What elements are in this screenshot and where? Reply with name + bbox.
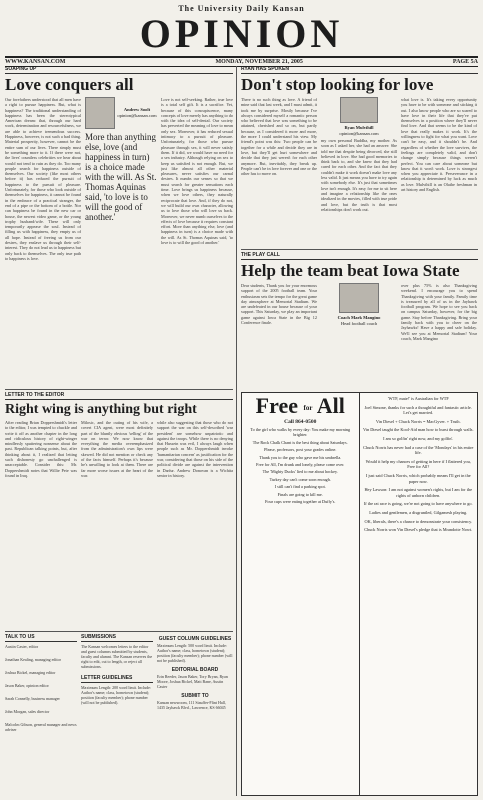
column-tag: THE PLAY CALL bbox=[241, 252, 478, 260]
free-for-all-box bbox=[241, 392, 478, 796]
ffa-entry: Would it help my chances of getting in here if I flattered you, Free for All? bbox=[365, 458, 471, 470]
section-title: OPINION bbox=[139, 11, 344, 56]
guidelines-heading: LETTER GUIDELINES bbox=[81, 675, 153, 683]
ffa-entry: 'WTF, mate!' is Australian for WTF bbox=[387, 396, 449, 401]
title-all: All bbox=[316, 393, 345, 418]
contact-entry: Jonathan Kealing, managing editor bbox=[5, 657, 61, 662]
guest-heading: GUEST COLUMN GUIDELINES bbox=[158, 636, 232, 642]
paper-name: The University Daily Kansan bbox=[178, 4, 305, 13]
ffa-entry: Chuck Norris won Vin Diesel's pledge that is Mrandotte Nowt. bbox=[364, 527, 473, 533]
author-info: Head football coach bbox=[340, 320, 378, 326]
call-number[interactable]: Call 864-0500 bbox=[284, 418, 317, 425]
column-body: After reading Brian Doppershmidt's letter to the editor, I was tempted to chuckle and write it off as another chapter in the long and ridiculous history of right-winger mindlessly sputtering nonsense about the past. Republican talking points, but, after thinking about it, I realized that letting such dishonesty go unchallenged is unacceptable. Consider this: Mr. Doppershmidt notes that Willie Pete was found in Iraq. bbox=[5, 420, 77, 478]
author-name: Ryan Mulvihill bbox=[344, 125, 374, 130]
submit-body: Kansan newsroom, 111 Stauffer-Flint Hall, 1435 Jayhawk Blvd., Lawrence, KS 66045 bbox=[157, 700, 226, 710]
submit-heading: SUBMIT TO bbox=[181, 693, 209, 699]
ffa-entry: I still can't find a parking spot. bbox=[274, 484, 326, 490]
ryan-column bbox=[241, 66, 478, 248]
ffa-entry: Four cups were eating together at Duffy's. bbox=[265, 499, 336, 505]
guest-column-info bbox=[157, 634, 233, 796]
title-free: Free bbox=[255, 393, 298, 418]
newspaper-page bbox=[5, 4, 478, 796]
ffa-entry: Vin Diesel + Chuck Norris = MacGyver. + Truth. bbox=[375, 418, 461, 424]
column-headline: Help the team beat Iowa State bbox=[241, 261, 460, 280]
contact-entry: Joshua Bickel, managing editor bbox=[5, 670, 56, 675]
submissions-body: The Kansan welcomes letters to the editor and guest columns submitted by students, faculty and alumni. The Kansan reserves the right to edit, cut to length, or reject all submissions. bbox=[81, 644, 153, 669]
section-divider bbox=[5, 631, 233, 632]
ffa-entry: Hey Lawson: I am not against women's rights, but I am for the rights of unborn children. bbox=[364, 487, 473, 498]
column-tag: SOAPING UP bbox=[5, 66, 233, 74]
talk-to-us bbox=[5, 634, 77, 796]
page-number: PAGE 5A bbox=[452, 59, 478, 65]
pullquote: More than anything else, love (and happiness in turn) is a choice made with the will. As St. Thomas Aquinas said, 'to love is to will the good of another.' bbox=[85, 132, 157, 222]
ffa-entry: Ladies and gentlemen, a disgruntled, Gilgamesh playing. bbox=[369, 509, 468, 515]
contact-entry: Jason Baker, opinion editor bbox=[5, 683, 49, 688]
ffa-entry: The 'Mighty Ducks' lied to me about hockey. bbox=[262, 469, 338, 475]
love-column bbox=[5, 66, 233, 388]
guest-body: Maximum Length: 500 word limit. Include: Author's name; class, hometown (student); position (faculty member); phone number (will not be published). bbox=[157, 643, 233, 663]
ffa-entry: Free for All, I'm drunk and lonely, please come over. bbox=[256, 461, 345, 467]
column-body: There is no such thing as love. A friend of mine said that last week, and I must admit, it took me by surprise. Mostly because I've always considered myself a romantic person who believed that love was something to be attained, cherished and so on, but partly because, as I considered it more and more, the more I could understand his view. My friend's point was this: Two people can be together for a while and decide they are in love, but they'll get hurt somewhere and decide that they just weren't for each other anymore. But, inevitably, they break up. People can't be in love forever and one or the other has to move on. bbox=[241, 97, 317, 177]
author-name: Andrew Soolt bbox=[123, 107, 151, 112]
column-body-mid: Milosic, and the outing of his wife, a covert CIA agent, were most definitely part of the bluntly obvious 'selling' of the war on terror. We now know that everything the media overemphasized from the administration's own lips were skewed. He did not mention or check any of the facts himself. Perhaps it's because he's unwilling to look at them. There are far more worse issues at the heart of the war. bbox=[81, 420, 153, 478]
ffa-entry: If the rat race is going, we're not going to have anywhere to go. bbox=[363, 501, 473, 507]
column-body-right: over plus 75% is also Thanksgiving weekend. I encourage you to spend Thanksgiving with your family. Family time is treasured by all of us in the Jayhawk football program. We hope to see you back on campus Saturday, however, for the big game. Stay before Thanksgiving. Bring your family back with you to cheer on the Jayhawks! Have a happy and safe holiday. We'll see you at Memorial Stadium! Your coach, Mark Mangino bbox=[401, 283, 477, 341]
play-call-column bbox=[241, 252, 478, 388]
title-for: for bbox=[303, 403, 313, 412]
column-headline: Right wing is anything but right bbox=[5, 402, 197, 417]
ffa-entry: Chuck Norris has never had a case of the 'Mondays' in his entire life. bbox=[363, 444, 474, 456]
ffa-entry: To the girl who walks by every day: You make my morning brighter. bbox=[250, 426, 351, 438]
column-body-right: what love is. It's taking every opportunity you have to be with someone and sticking it out. I also know people who are so scared to have love in their life that they've put themselves in a position where they'll never find love. And that seems to be the kind of love that really makes it work. It's the willingness to fight for what you want. Love can't be easy, and it shouldn't be. And regardless of whether the love survives, the feelings are completely valid, and don't change simply because things weren't perfect. You can care about someone but know that it won't work. Love is strongest when you appreciate it. Perseverance in a relationship is determined by luck as much as love. Mulvihill is an Olathe freshman in art history and English. bbox=[401, 97, 477, 193]
column-divider bbox=[236, 66, 237, 796]
contact-entry: John Morgan, sales director bbox=[5, 709, 50, 714]
author-name: Coach Mark Mangino bbox=[337, 315, 381, 320]
ffa-entry: Thank you to the guy who gave me his umbrella. bbox=[259, 454, 342, 460]
author-info: opinion@kansan.com bbox=[117, 112, 157, 118]
ffa-entry: I just said Chuck Norris, which probably means I'll get in the paper now. bbox=[365, 472, 471, 484]
author-info: opinion@kansan.com bbox=[339, 130, 379, 136]
ffa-entry: Vin Diesel taught the Kool-Aid man how to burst through walls. bbox=[362, 427, 474, 433]
talk-heading: TALK TO US bbox=[5, 634, 77, 642]
column-headline: Love conquers all bbox=[5, 75, 134, 94]
date: MONDAY, NOVEMBER 21, 2005 bbox=[215, 59, 303, 65]
section-divider bbox=[5, 389, 233, 390]
column-body-right: Love is not self-seeking. Rather, true love is a total self gift. It is a sacrifice. Yet, because of this concupiscence, many concepts of love merely has anything to do with the idea of self-denial. Our society has perverted the meaning of love to mean only sex. Moreover, it has reduced sexual intimacy to a pursuit of pleasure. Unfortunately, for those who pursue pleasure through sex, it will never satisfy them. If it did, we would have no need for a sex industry. Although relying on sex to keep us satisfied is not enough. But, we just like almost all other material pleasures, never satisfies our carnal desires. It numbs our senses so that we must search for greater sensations each time. Love brings us happiness because, when we love others, they naturally reciprocate that love. And, if they do not, we will build our own character, allowing us to love those who will love us back. Moreover, we never numb ourselves to the effects of love because it requires constant effort. More than anything else, love (and happiness in turn) is a choice made with the will. As St. Thomas Aquinas said, 'to love is to will the good of another.' bbox=[161, 97, 233, 246]
board-heading: EDITORIAL BOARD bbox=[171, 667, 219, 673]
column-body: Our forefathers understood that all men have a right to pursue happiness. But, what is happiness? The traditional understanding of happiness has been the stereotypical American dream: that, through our hard work, determination and resourcefulness, we are able to achieve tremendous success. Happiness, however, is not such a bad thing. Material prosperity, however, cannot be the entire sum of our lives. There simply must be something more to it. If there were not, the lives' countless celebrities we hear about would not tend to ruin as they do. Too many people search for happiness outside of themselves. Our society (like most others before it) has reduced the pursuit of happiness to the pursuit of pleasure. Unfortunately, for those who look outside of themselves for happiness, it cannot be found in the embrace of a practical stranger, the end of a pipe or the bottom of a bottle. Nor can happiness be found in the new car or house, the newest video game, or the young trophy husband/wife. These will only temporarily appease the soul. Instead of filling us with happiness, they empty us of all hope. Instead of freeing us from our desires, they enslave us through their self-interest. They do not lead us to happiness but only back to themselves. The only true path to happiness is love. bbox=[5, 97, 81, 261]
column-tag: LETTER TO THE EDITOR bbox=[5, 392, 233, 400]
column-body-right: while also suggesting that those who do not support the war on this self-described 'war president' are somehow unpatriotic and against the troops. While there is no denying that Hussein was evil, I always laugh when people such as Mr. Doppershmidt invoke 'humanitarian concern' as justification for the war, considering that those on his side of the political divide are against the intervention in Darfur. Andrew Donovan is a Wichita senior in history. bbox=[157, 420, 233, 478]
author-photo bbox=[85, 97, 115, 129]
contact-entry: Austin Caster, editor bbox=[5, 644, 39, 649]
board-body: Erin Reeder, Jason Baker, Tory Bryan, Ryan Moore, Joshua Bickel, Matt Bane, Austin Caster bbox=[157, 674, 228, 689]
ffa-entry: Turkey day can't come soon enough. bbox=[269, 476, 331, 482]
column-body-mid: my own personal Buddha, my mother. As soon as I asked her, she had an answer: She told me that despite being divorced, she still believed in love. She had good memories to think back to, and she knew that they had cared for each other. And the fact that they couldn't make it work doesn't make love any less valid. It just means you have to try again with somebody else. It's just that sometimes love isn't enough. It's easy for me to sit here and imagine a relationship like the ones idealized in the movies, filled with true pride and love, but the truth is that most relationships don't work out. bbox=[321, 138, 397, 212]
ffa-entry: OK, liberals, there's a chance to demonstrate your consistency. bbox=[364, 518, 473, 524]
section-divider bbox=[241, 249, 478, 250]
guidelines-body: Maximum Length: 200 word limit. Include: Author's name; class, hometown (student); position (faculty member); phone number (will not be published). bbox=[81, 685, 151, 705]
author-photo bbox=[340, 97, 378, 123]
submissions bbox=[81, 634, 153, 796]
letter-column bbox=[5, 392, 233, 630]
ffa-entry: Joel Simone, thanks for such a thoughtful and fantastic article. Let's get married. bbox=[364, 404, 472, 416]
column-headline: Don't stop looking for love bbox=[241, 75, 434, 94]
ffa-entry: Please, professors, post your grades online. bbox=[264, 447, 337, 453]
ffa-entry: The Rock Chalk Chant is the best thing about Saturdays. bbox=[252, 439, 348, 445]
contact-entry: Malcolm Gibson, general manager and news adviser bbox=[5, 722, 77, 732]
column-tag: RYAN HAS SPOKEN bbox=[241, 66, 478, 74]
website-link[interactable]: WWW.KANSAN.COM bbox=[5, 59, 66, 65]
contact-list bbox=[5, 644, 77, 732]
ffa-entry: Finals are going to kill me. bbox=[277, 491, 323, 497]
author-photo bbox=[339, 283, 379, 313]
column-body: Dear students, Thank you for your enormous support of the 2005 football team. Your enthusiasm sets the tempo for the great game day atmosphere at Memorial Stadium. We are undefeated in our house because of your support. This Saturday, we play an important game against Iowa State in the Big 12 Conference finale. bbox=[241, 283, 317, 326]
free-for-all-title bbox=[242, 395, 359, 419]
contact-entry: Sarah Connelly, business manager bbox=[5, 696, 60, 701]
submissions-heading: SUBMISSIONS bbox=[81, 634, 153, 642]
ffa-entry: I am so golfin' right now, and my golfin'. bbox=[383, 435, 454, 441]
